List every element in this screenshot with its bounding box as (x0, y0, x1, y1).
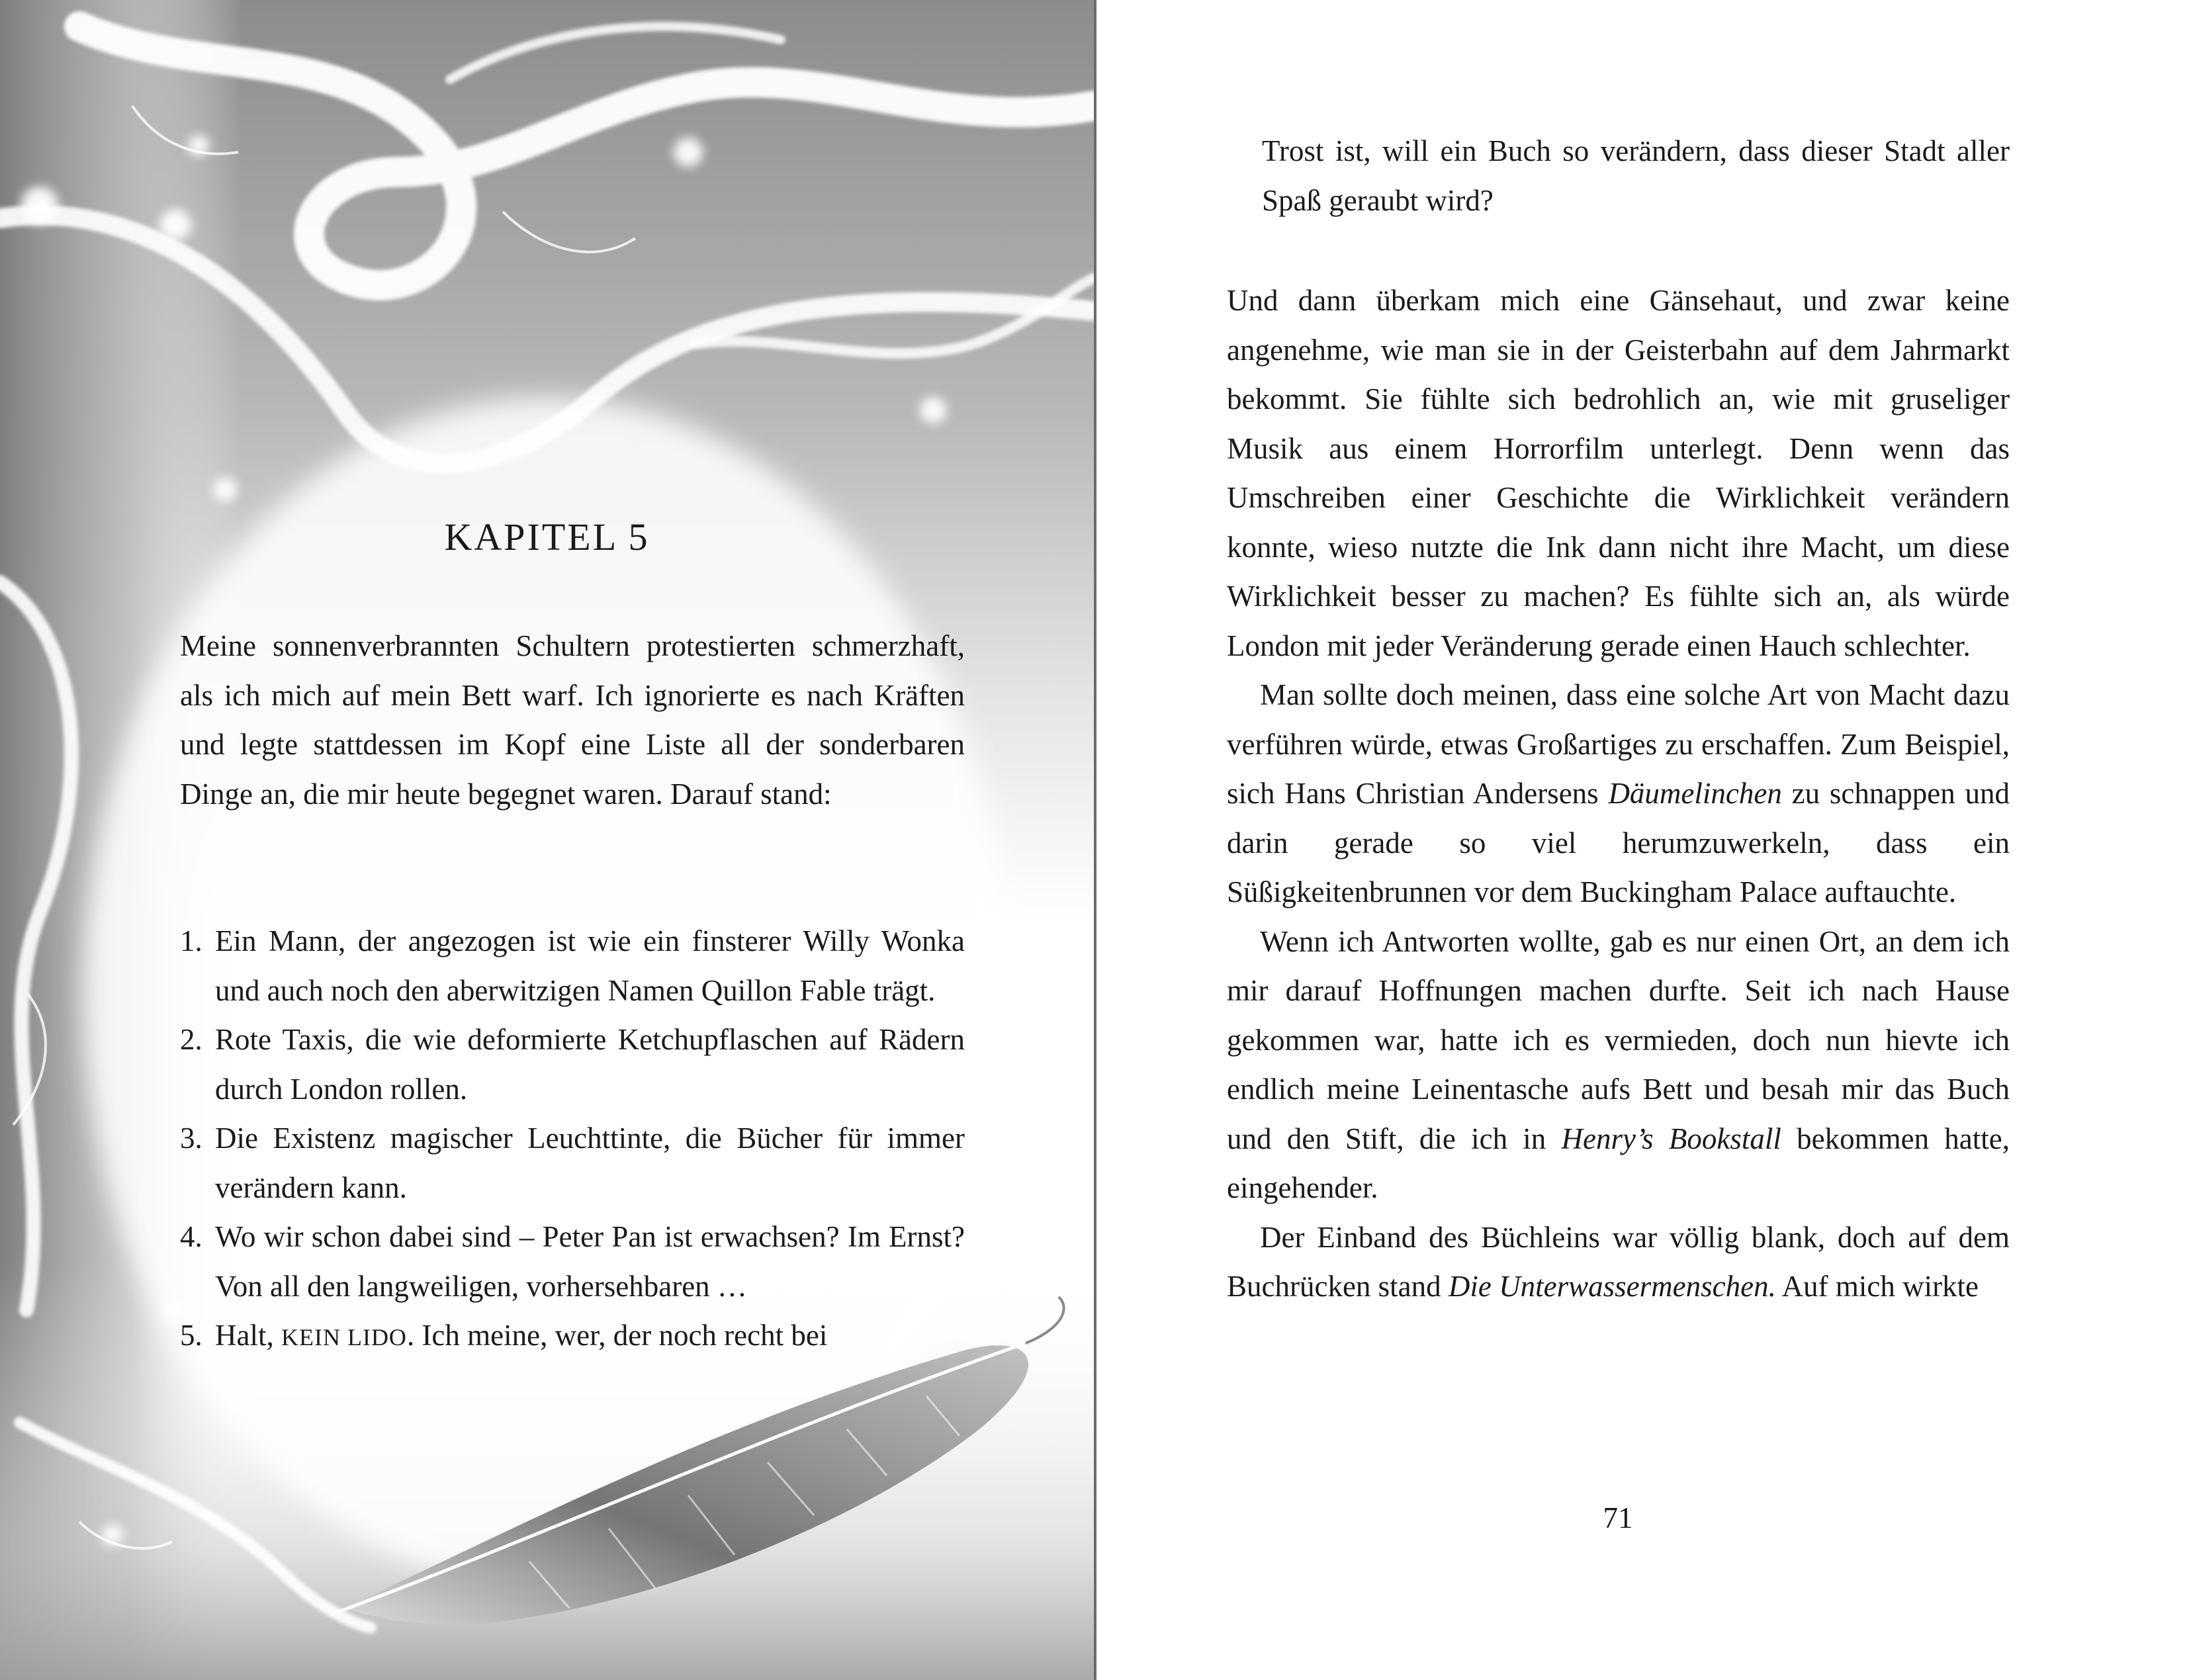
intro-paragraph (180, 621, 965, 818)
paragraph-text: Wenn ich Antworten wollte, gab es nur einen Ort, an dem ich mir darauf Hoffnungen machen durfte. Seit ich nach Hause gekommen war, hatte ich es vermieden, doch nun hievte ich endlich meine Leinentasche aufs Bett und besah mir das Buch und den Stift, die ich in (1227, 924, 2010, 1155)
paragraph-text: zu schnappen und darin gerade so viel herumzuwerkeln, dass ein Süßigkeitenbrunnen vor dem Buckingham Palace auftauchte. (1227, 777, 2010, 908)
list-item (180, 1015, 965, 1114)
small-caps-text: KEIN LIDO (281, 1324, 407, 1350)
list-item (180, 916, 965, 1015)
oddities-list (180, 916, 965, 1362)
swirling-light-illustration (0, 0, 1094, 1680)
book-title: Däumelinchen (1608, 777, 1782, 810)
shop-name: Henry’s Bookstall (1561, 1122, 1781, 1155)
page-number: 71 (1603, 1501, 1633, 1534)
paragraph: Und dann überkam mich eine Gänsehaut, und zwar keine angenehme, wie man sie in der Geisterbahn auf dem Jahrmarkt bekommt. Sie fühlte sich bedrohlich an, wie mit gruseliger Musik aus einem Horrorfilm unterlegt. Denn wenn das Umschreiben einer Geschichte die Wirklichkeit verändern konnte, wieso nutzte die Ink dann nicht ihre Macht, um diese Wirklichkeit besser zu machen? Es fühlte sich an, als würde London mit jeder Veränderung gerade einen Hauch schlechter. (1227, 284, 2010, 662)
paragraph (1227, 670, 2010, 917)
paragraph-text: Der Einband des Büchleins war völlig blank, doch auf dem Buchrücken stand (1227, 1220, 2010, 1303)
book-title: Die Unterwassermenschen. (1448, 1270, 1776, 1303)
intro-paragraph-text: Meine sonnenverbrannten Schultern protestierten schmerzhaft, als ich mich auf mein Bett warf. Ich ignorierte es nach Kräften und legte stattdessen im Kopf eine Liste all der sonderbaren Dinge an, die mir heute begegnet waren. Darauf stand: (180, 629, 965, 811)
list-continuation-text: Trost ist, will ein Buch so verändern, dass dieser Stadt aller Spaß geraubt wird? (1262, 134, 2010, 217)
left-page (0, 0, 1094, 1680)
paragraph-text: Auf mich wirkte (1775, 1270, 1979, 1303)
list-item-text: Ein Mann, der angezogen ist wie ein finsterer Willy Wonka und auch noch den aberwitzigen Namen Quillon Fable trägt. (215, 924, 965, 1007)
list-item-number: 3. (180, 1122, 202, 1155)
list-item-number: 1. (180, 924, 202, 957)
right-body-text (1227, 276, 2010, 1311)
list-item-text-before: Halt, (215, 1319, 281, 1352)
list-continuation (1262, 126, 2010, 225)
paragraph (1227, 1213, 2010, 1311)
list-item-number: 4. (180, 1220, 202, 1253)
list-item-text: Die Existenz magischer Leuchttinte, die Bücher für immer verändern kann. (215, 1122, 965, 1204)
list-item-text: Wo wir schon dabei sind – Peter Pan ist erwachsen? Im Ernst? Von all den langweiligen, vorhersehbaren … (215, 1220, 965, 1303)
paragraph-text: Man sollte doch meinen, dass eine solche Art von Macht dazu verführen würde, etwas Großartiges zu erschaffen. Zum Beispiel, sich Hans Christian Andersens (1227, 678, 2010, 810)
list-item-text: Rote Taxis, die wie deformierte Ketchupflaschen auf Rädern durch London rollen. (215, 1023, 965, 1106)
paragraph (1227, 917, 2010, 1213)
list-item-text-after: . Ich meine, wer, der noch recht bei (406, 1319, 828, 1352)
list-item (180, 1114, 965, 1212)
list-item (180, 1311, 965, 1362)
list-item (180, 1212, 965, 1311)
list-item-number: 5. (180, 1319, 202, 1352)
paragraph-text: bekommen hatte, eingehender. (1227, 1122, 2010, 1204)
chapter-title: KAPITEL 5 (444, 515, 650, 558)
list-item-number: 2. (180, 1023, 202, 1056)
